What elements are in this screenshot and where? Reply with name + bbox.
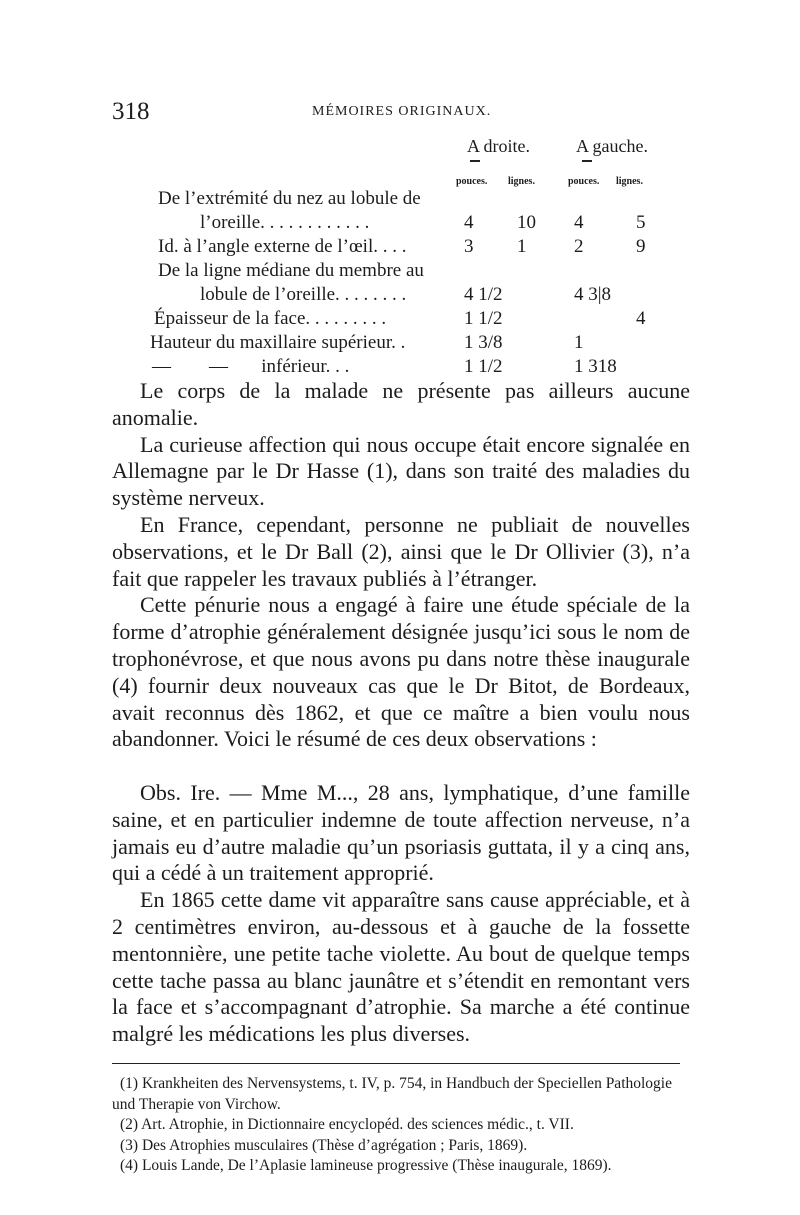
footnote-divider [112,1063,680,1064]
page-number: 318 [112,98,150,125]
column-underline [470,160,480,162]
column-underline [582,160,592,162]
cell-value: 1 1/2 [464,356,503,377]
footnote: (3) Des Atrophies musculaires (Thèse d’agrégation ; Paris, 1869). [120,1136,528,1154]
table-row [112,212,692,236]
row-label: l’oreille. . . . . . . . . . . . [200,212,370,233]
unit-label: pouces. [456,176,488,187]
paragraph: Cette pénurie nous a engagé à faire une étude spéciale de la forme d’atrophie généralement désignée jusqu’ici sous le nom de trophonévrose, et que nous avons pu dans notre thèse inaugurale (4) fournir deux nouveaux cas que le Dr Bitot, de Bordeaux, avait reconnus dès 1862, et que ce maître a bien voulu nous abandonner. Voici le résumé de ces deux observations : [112,592,690,752]
column-header-right: A droite. [467,136,530,156]
table-row [112,332,692,356]
table-row [112,236,692,260]
body-text [112,378,690,1048]
measurement-table [112,130,692,377]
cell-value: 4 [574,212,584,233]
footnote: (1) Krankheiten des Nervensystems, t. IV, p. 754, in Handbuch der Speciellen Pathologie und Therapie von Virchow. [112,1075,672,1113]
table-row [112,284,692,308]
cell-value: 5 [636,212,646,233]
paragraph: La curieuse affection qui nous occupe était encore signalée en Allemagne par le Dr Hasse (1), dans son traité des maladies du système nerveux. [112,431,690,511]
cell-value: 10 [517,212,536,233]
cell-value: 1 318 [574,356,617,377]
page-header [112,98,692,128]
unit-label: lignes. [508,176,535,187]
cell-value: 1 3/8 [464,332,503,353]
table-row [112,356,692,380]
row-label: lobule de l’oreille. . . . . . . . [200,284,407,305]
row-label: Hauteur du maxillaire supérieur. . [150,332,406,353]
cell-value: 4 [464,212,474,233]
row-label: De la ligne médiane du membre au [158,260,424,281]
paragraph: En 1865 cette dame vit apparaître sans cause appréciable, et à 2 centimètres environ, au-dessous et à gauche de la fossette mentonnière, une petite tache violette. Au bout de quelque temps cette tache passa au blanc jaunâtre et s’étendit en remontant vers la face et s’accompagnant d’atrophie. Sa marche a été continue malgré les médications les plus diverses. [112,887,690,1047]
table-row [112,308,692,332]
paragraph: En France, cependant, personne ne publiait de nouvelles observations, et le Dr Ball (2), ainsi que le Dr Ollivier (3), n’a fait que rappeler les travaux publiés à l’étranger. [112,511,690,591]
cell-value: 1 [574,332,584,353]
unit-label: lignes. [616,176,643,187]
row-label: — — inférieur. . . [152,356,350,377]
row-label: De l’extrémité du nez au lobule de [158,188,421,209]
cell-value: 3 [464,236,474,257]
cell-value: 2 [574,236,584,257]
cell-value: 1 [517,236,527,257]
table-row [112,188,692,212]
cell-value: 4 1/2 [464,284,503,305]
footnotes [112,1074,686,1177]
paragraph: Le corps de la malade ne présente pas ailleurs aucune anomalie. [112,378,690,430]
table-row [112,260,692,284]
cell-value: 4 3|8 [574,284,612,305]
footnote: (4) Louis Lande, De l’Aplasie lamineuse progressive (Thèse inaugurale, 1869). [120,1157,612,1174]
row-label: Id. à l’angle externe de l’œil. . . . [158,236,407,257]
cell-value: 1 1/2 [464,308,503,329]
cell-value: 9 [636,236,646,257]
row-label: Épaisseur de la face. . . . . . . . . [154,308,387,329]
cell-value: 4 [636,308,646,329]
column-header-left: A gauche. [576,136,648,156]
unit-label: pouces. [568,176,600,187]
running-title: MÉMOIRES ORIGINAUX. [312,104,492,119]
footnote: (2) Art. Atrophie, in Dictionnaire encyclopéd. des sciences médic., t. VII. [120,1116,574,1133]
observation-paragraph: Obs. Ire. — Mme M..., 28 ans, lymphatique, d’une famille saine, et en particulier indemne de toute affection nerveuse, n’a jamais eu d’autre maladie qu’un psoriasis guttata, il y a cinq ans, qui a cédé à un traitement approprié. [112,779,690,886]
